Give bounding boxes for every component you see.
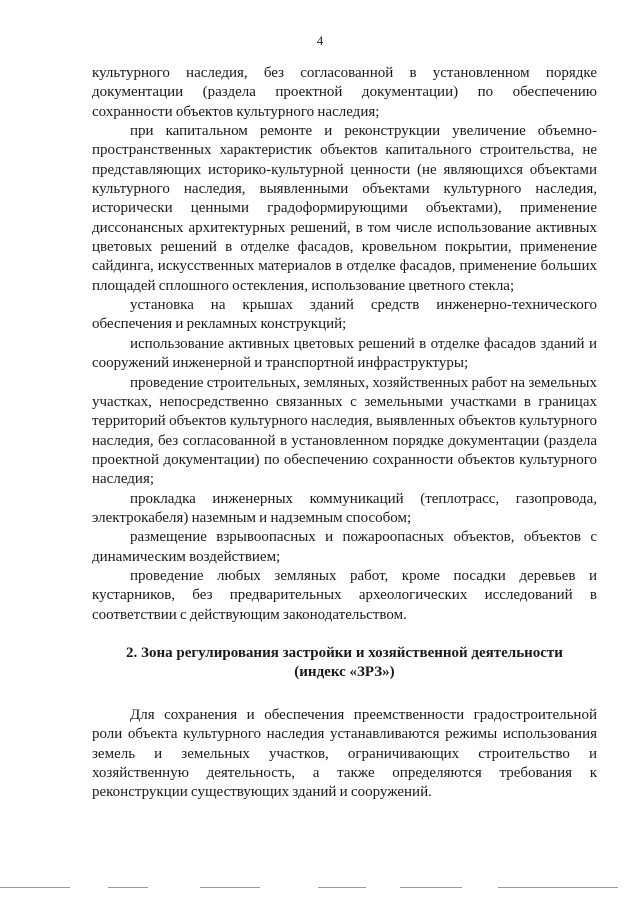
list-item-hazardous-objects: размещение взрывоопасных и пожароопасных объектов, объектов с динамическим воздействием; xyxy=(92,529,597,565)
section-heading xyxy=(92,644,597,682)
section-heading-title: 2. Зона регулирования застройки и хозяйственной деятельности xyxy=(126,644,563,661)
scan-artifact-line xyxy=(108,887,148,888)
page-number: 4 xyxy=(316,33,324,48)
list-item-utilities: прокладка инженерных коммуникаций (теплотрасс, газопровода, электрокабеля) наземным и надземным способом; xyxy=(92,490,597,526)
list-item-archaeology: проведение любых земляных работ, кроме посадки деревьев и кустарников, без предварительных археологических исследований в соответствии с действующим законодательством. xyxy=(92,567,597,623)
list-item-roof-equipment: установка на крышах зданий средств инженерно-технического обеспечения и рекламных конструкций; xyxy=(92,297,597,333)
section-paragraph: Для сохранения и обеспечения преемственности градостроительной роли объекта культурного наследия устанавливаются режимы использования земель и земельных участков, ограничивающих строительство и хозяйственную деятельность, а также определяются требования к реконструкции существующих зданий и сооружений. xyxy=(92,706,597,801)
scan-artifact-line xyxy=(400,887,462,888)
scan-artifact-line xyxy=(498,887,618,888)
scan-artifact-line xyxy=(200,887,260,888)
document-body xyxy=(92,64,597,803)
list-item-earthworks: проведение строительных, земляных, хозяйственных работ на земельных участках, непосредственно связанных с земельными участками в границах территорий объектов культурного наследия, выявленных объектов культурного наследия, без согласованной в установленном порядке документации (раздела проектной документации) по обеспечению сохранности объектов культурного наследия; xyxy=(92,374,597,488)
section-heading-index: (индекс «ЗРЗ») xyxy=(294,663,395,680)
list-item-reconstruction: при капитальном ремонте и реконструкции увеличение объемно-пространственных характеристик объектов капитального строительства, не представляющих историко-культурной ценности (не являющихся объектами культурного наследия, выявленными объектами культурного наследия, исторически ценными градоформирующими объектами), применение диссонансных архитектурных решений, в том числе использование активных цветовых решений в отделке фасадов, кровельном покрытии, применение сайдинга, искусственных материалов в отделке фасадов, применение больших площадей сплошного остекления, использование цветного стекла; xyxy=(92,123,597,294)
paragraph-continuation: культурного наследия, без согласованной в установленном порядке документации (раздела проектной документации) по обеспечению сохранности объектов культурного наследия; xyxy=(92,65,597,120)
scan-artifact-line xyxy=(0,887,70,888)
list-item-facade-colors: использование активных цветовых решений в отделке фасадов зданий и сооружений инженерной и транспортной инфраструктуры; xyxy=(92,335,597,372)
scan-artifact-line xyxy=(318,887,366,888)
